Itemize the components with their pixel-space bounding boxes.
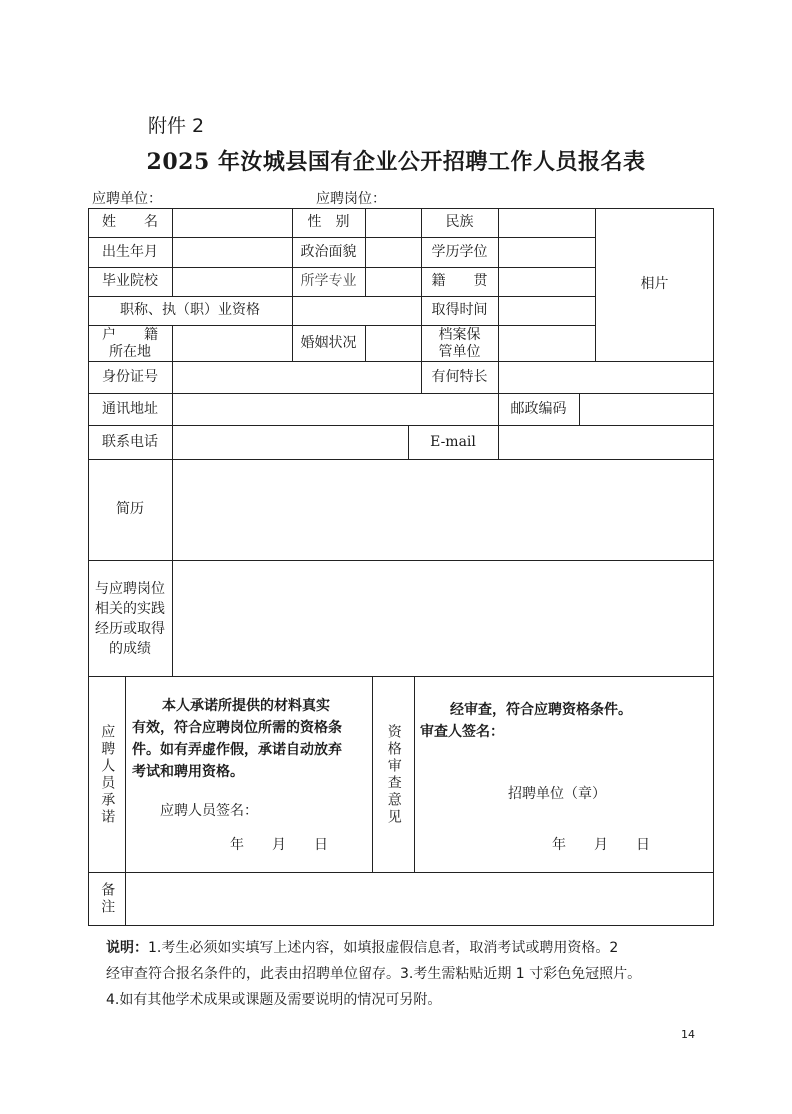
birth-label: 出生年月 bbox=[102, 243, 158, 260]
photo-label: 相片 bbox=[640, 275, 669, 292]
review-signature-label: 审查人签名： bbox=[420, 724, 504, 740]
instructions-line-2: 经审查符合报名条件的，此表由招聘单位留存。3.考生需粘贴近期 1 寸彩色免冠照片。 bbox=[106, 966, 642, 982]
cell-specialty-value[interactable] bbox=[498, 361, 714, 394]
cell-major-value[interactable] bbox=[365, 267, 422, 297]
cell-id-value[interactable] bbox=[172, 361, 422, 394]
political-label: 政治面貌 bbox=[300, 243, 357, 260]
cell-archive-value[interactable] bbox=[498, 325, 596, 362]
page-number: 14 bbox=[681, 1028, 695, 1041]
postcode-label: 邮政编码 bbox=[510, 400, 567, 417]
cell-address-value[interactable] bbox=[172, 393, 499, 426]
cell-hukou-value[interactable] bbox=[172, 325, 293, 362]
pledge-date: 年 月 日 bbox=[230, 837, 328, 853]
marital-label: 婚姻状况 bbox=[300, 334, 357, 351]
qualification-label: 职称、执（职）业资格 bbox=[120, 302, 260, 319]
cell-obtain-time-value[interactable] bbox=[498, 296, 596, 326]
remarks-side-label: 备注 bbox=[99, 882, 116, 916]
applied-post-label: 应聘岗位： bbox=[316, 191, 386, 207]
instructions-label: 说明： bbox=[106, 940, 148, 956]
cell-native-value[interactable] bbox=[498, 267, 596, 297]
pledge-line-2: 有效，符合应聘岗位所需的资格条 bbox=[132, 720, 342, 736]
hukou-label-line2: 所在地 bbox=[109, 343, 151, 360]
cell-gender-value[interactable] bbox=[365, 208, 422, 238]
cell-qualification-value[interactable] bbox=[292, 296, 422, 326]
pledge-signature-label: 应聘人员签名： bbox=[160, 803, 258, 819]
cell-experience-value[interactable] bbox=[172, 560, 714, 677]
pledge-side-label: 应聘人员承诺 bbox=[99, 723, 116, 826]
obtain-time-label: 取得时间 bbox=[431, 302, 488, 319]
native-label: 籍 贯 bbox=[431, 273, 488, 290]
attachment-label: 附件 2 bbox=[148, 115, 205, 137]
cell-degree-value[interactable] bbox=[498, 237, 596, 268]
school-label: 毕业院校 bbox=[102, 273, 158, 290]
review-line-1: 经审查，符合应聘资格条件。 bbox=[450, 702, 632, 718]
applied-unit-label: 应聘单位： bbox=[92, 191, 162, 207]
instructions-line-3: 4.如有其他学术成果或课题及需要说明的情况可另附。 bbox=[106, 992, 442, 1008]
pledge-line-1: 本人承诺所提供的材料真实 bbox=[162, 698, 330, 714]
degree-label: 学历学位 bbox=[431, 243, 488, 260]
cell-remarks-value[interactable] bbox=[125, 872, 714, 926]
id-label: 身份证号 bbox=[102, 368, 158, 385]
cell-name-value[interactable] bbox=[172, 208, 293, 238]
specialty-label: 有何特长 bbox=[431, 368, 488, 385]
major-label: 所学专业 bbox=[300, 273, 357, 290]
review-unit-seal: 招聘单位（章） bbox=[508, 786, 606, 802]
pledge-line-3: 件。如有弄虚作假，承诺自动放弃 bbox=[132, 742, 342, 758]
cell-email-value[interactable] bbox=[498, 425, 714, 460]
pledge-line-4: 考试和聘用资格。 bbox=[132, 764, 244, 780]
address-label: 通讯地址 bbox=[102, 400, 158, 417]
instructions bbox=[106, 935, 706, 1013]
experience-label: 与应聘岗位相关的实践经历或取得的成绩 bbox=[95, 580, 165, 657]
cell-birth-value[interactable] bbox=[172, 237, 293, 268]
hukou-label bbox=[88, 325, 172, 362]
cell-phone-value[interactable] bbox=[172, 425, 409, 460]
ethnicity-label: 民族 bbox=[445, 214, 474, 231]
instructions-line-1: 说明：1.考生必须如实填写上述内容，如填报虚假信息者，取消考试或聘用资格。2 bbox=[106, 940, 619, 956]
review-side-label: 资格审查意见 bbox=[385, 723, 402, 826]
registration-form-table bbox=[88, 208, 714, 926]
cell-political-value[interactable] bbox=[365, 237, 422, 268]
form-title: 2025 年汝城县国有企业公开招聘工作人员报名表 bbox=[146, 149, 646, 175]
archive-label-line1: 档案保 bbox=[438, 326, 481, 343]
resume-label: 简历 bbox=[116, 501, 144, 518]
email-label: E-mail bbox=[430, 433, 476, 450]
review-date: 年 月 日 bbox=[552, 837, 650, 853]
archive-label bbox=[421, 325, 498, 362]
name-label: 姓 名 bbox=[102, 214, 158, 231]
hukou-label-line1: 户 籍 bbox=[102, 326, 158, 343]
cell-school-value[interactable] bbox=[172, 267, 293, 297]
archive-label-line2: 管单位 bbox=[438, 343, 481, 360]
phone-label: 联系电话 bbox=[102, 433, 158, 450]
gender-label: 性 别 bbox=[307, 214, 350, 231]
cell-marital-value[interactable] bbox=[365, 325, 422, 362]
cell-postcode-value[interactable] bbox=[579, 393, 714, 426]
cell-resume-value[interactable] bbox=[172, 459, 714, 561]
cell-ethnicity-value[interactable] bbox=[498, 208, 596, 238]
